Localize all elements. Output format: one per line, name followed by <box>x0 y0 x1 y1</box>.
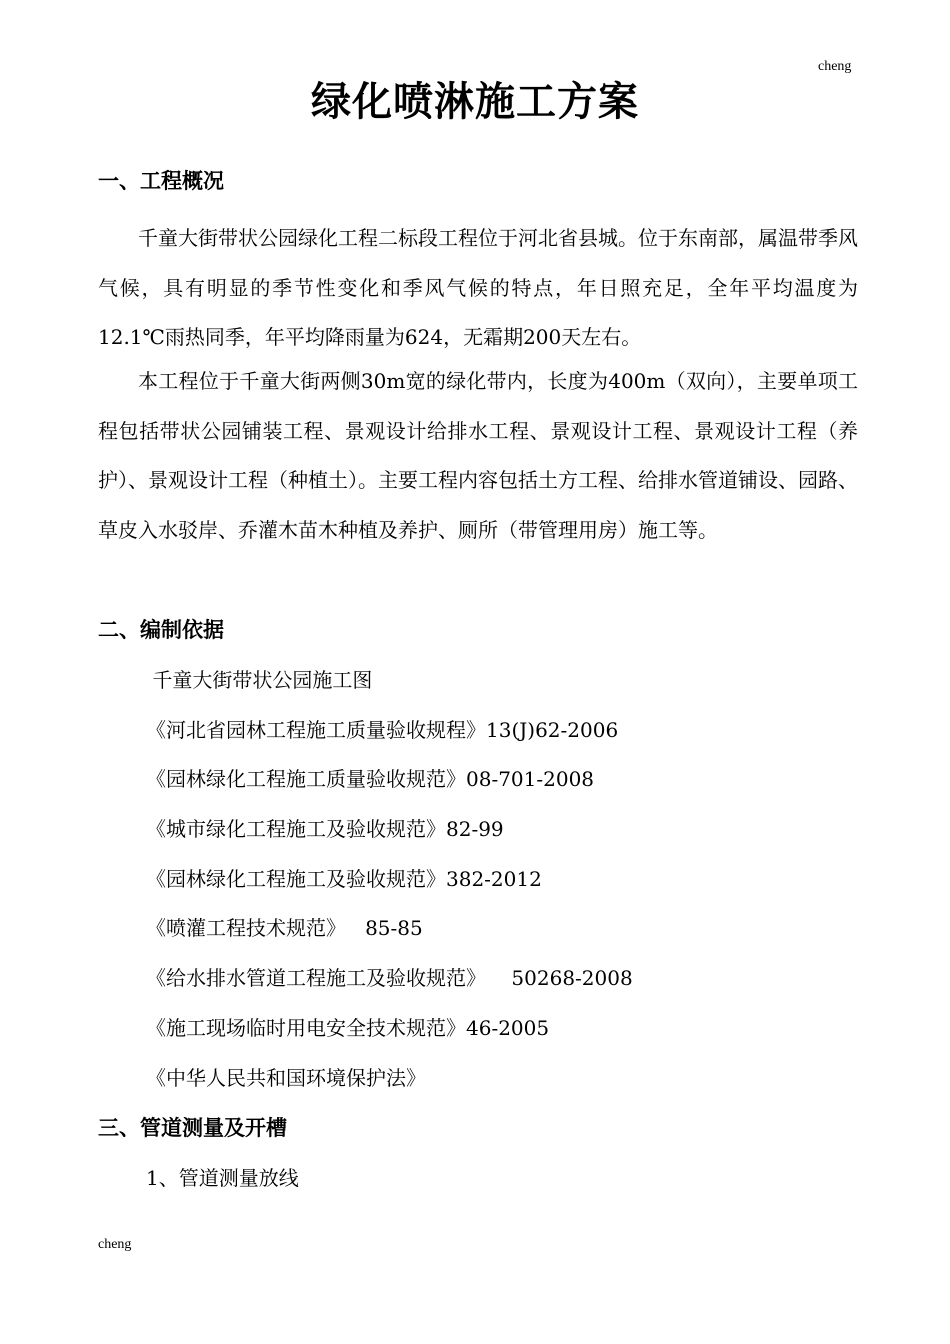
footer-mark: cheng <box>98 1237 132 1252</box>
overview-paragraph-2: 本工程位于千童大街两侧30m宽的绿化带内，长度为400m（双向），主要单项工程包括带状公园铺装工程、景观设计给排水工程、景观设计工程、景观设计工程（养护）、景观设计工程（种植土）。主要工程内容包括土方工程、给排水管道铺设、园路、草皮入水驳岸、乔灌木苗木种植及养护、厕所（带管理用房）施工等。 <box>98 369 858 542</box>
section-heading-basis: 二、编制依据 <box>98 618 224 642</box>
section-heading-overview: 一、工程概况 <box>98 169 224 193</box>
reference-item: 《城市绿化工程施工及验收规范》82-99 <box>146 817 504 841</box>
reference-item: 《河北省园林工程施工质量验收规程》13(J)62-2006 <box>146 718 619 742</box>
reference-item: 《园林绿化工程施工及验收规范》382-2012 <box>146 867 542 891</box>
section-heading-pipe-survey: 三、管道测量及开槽 <box>98 1116 287 1140</box>
reference-item: 《给水排水管道工程施工及验收规范》 50268-2008 <box>146 966 633 990</box>
reference-item: 《喷灌工程技术规范》 85-85 <box>146 916 423 940</box>
header-mark: cheng <box>818 59 852 74</box>
reference-item: 千童大街带状公园施工图 <box>146 668 373 692</box>
reference-item: 《中华人民共和国环境保护法》 <box>146 1066 426 1090</box>
reference-item: 《园林绿化工程施工质量验收规范》08-701-2008 <box>146 767 595 791</box>
subsection-item: 1、管道测量放线 <box>146 1166 299 1190</box>
overview-paragraph-1: 千童大街带状公园绿化工程二标段工程位于河北省县城。位于东南部，属温带季风气候，具有明显的季节性变化和季风气候的特点，年日照充足，全年平均温度为12.1℃雨热同季，年平均降雨量为624，无霜期200天左右。 <box>98 226 858 349</box>
reference-item: 《施工现场临时用电安全技术规范》46-2005 <box>146 1016 550 1040</box>
document-title: 绿化喷淋施工方案 <box>311 79 639 125</box>
